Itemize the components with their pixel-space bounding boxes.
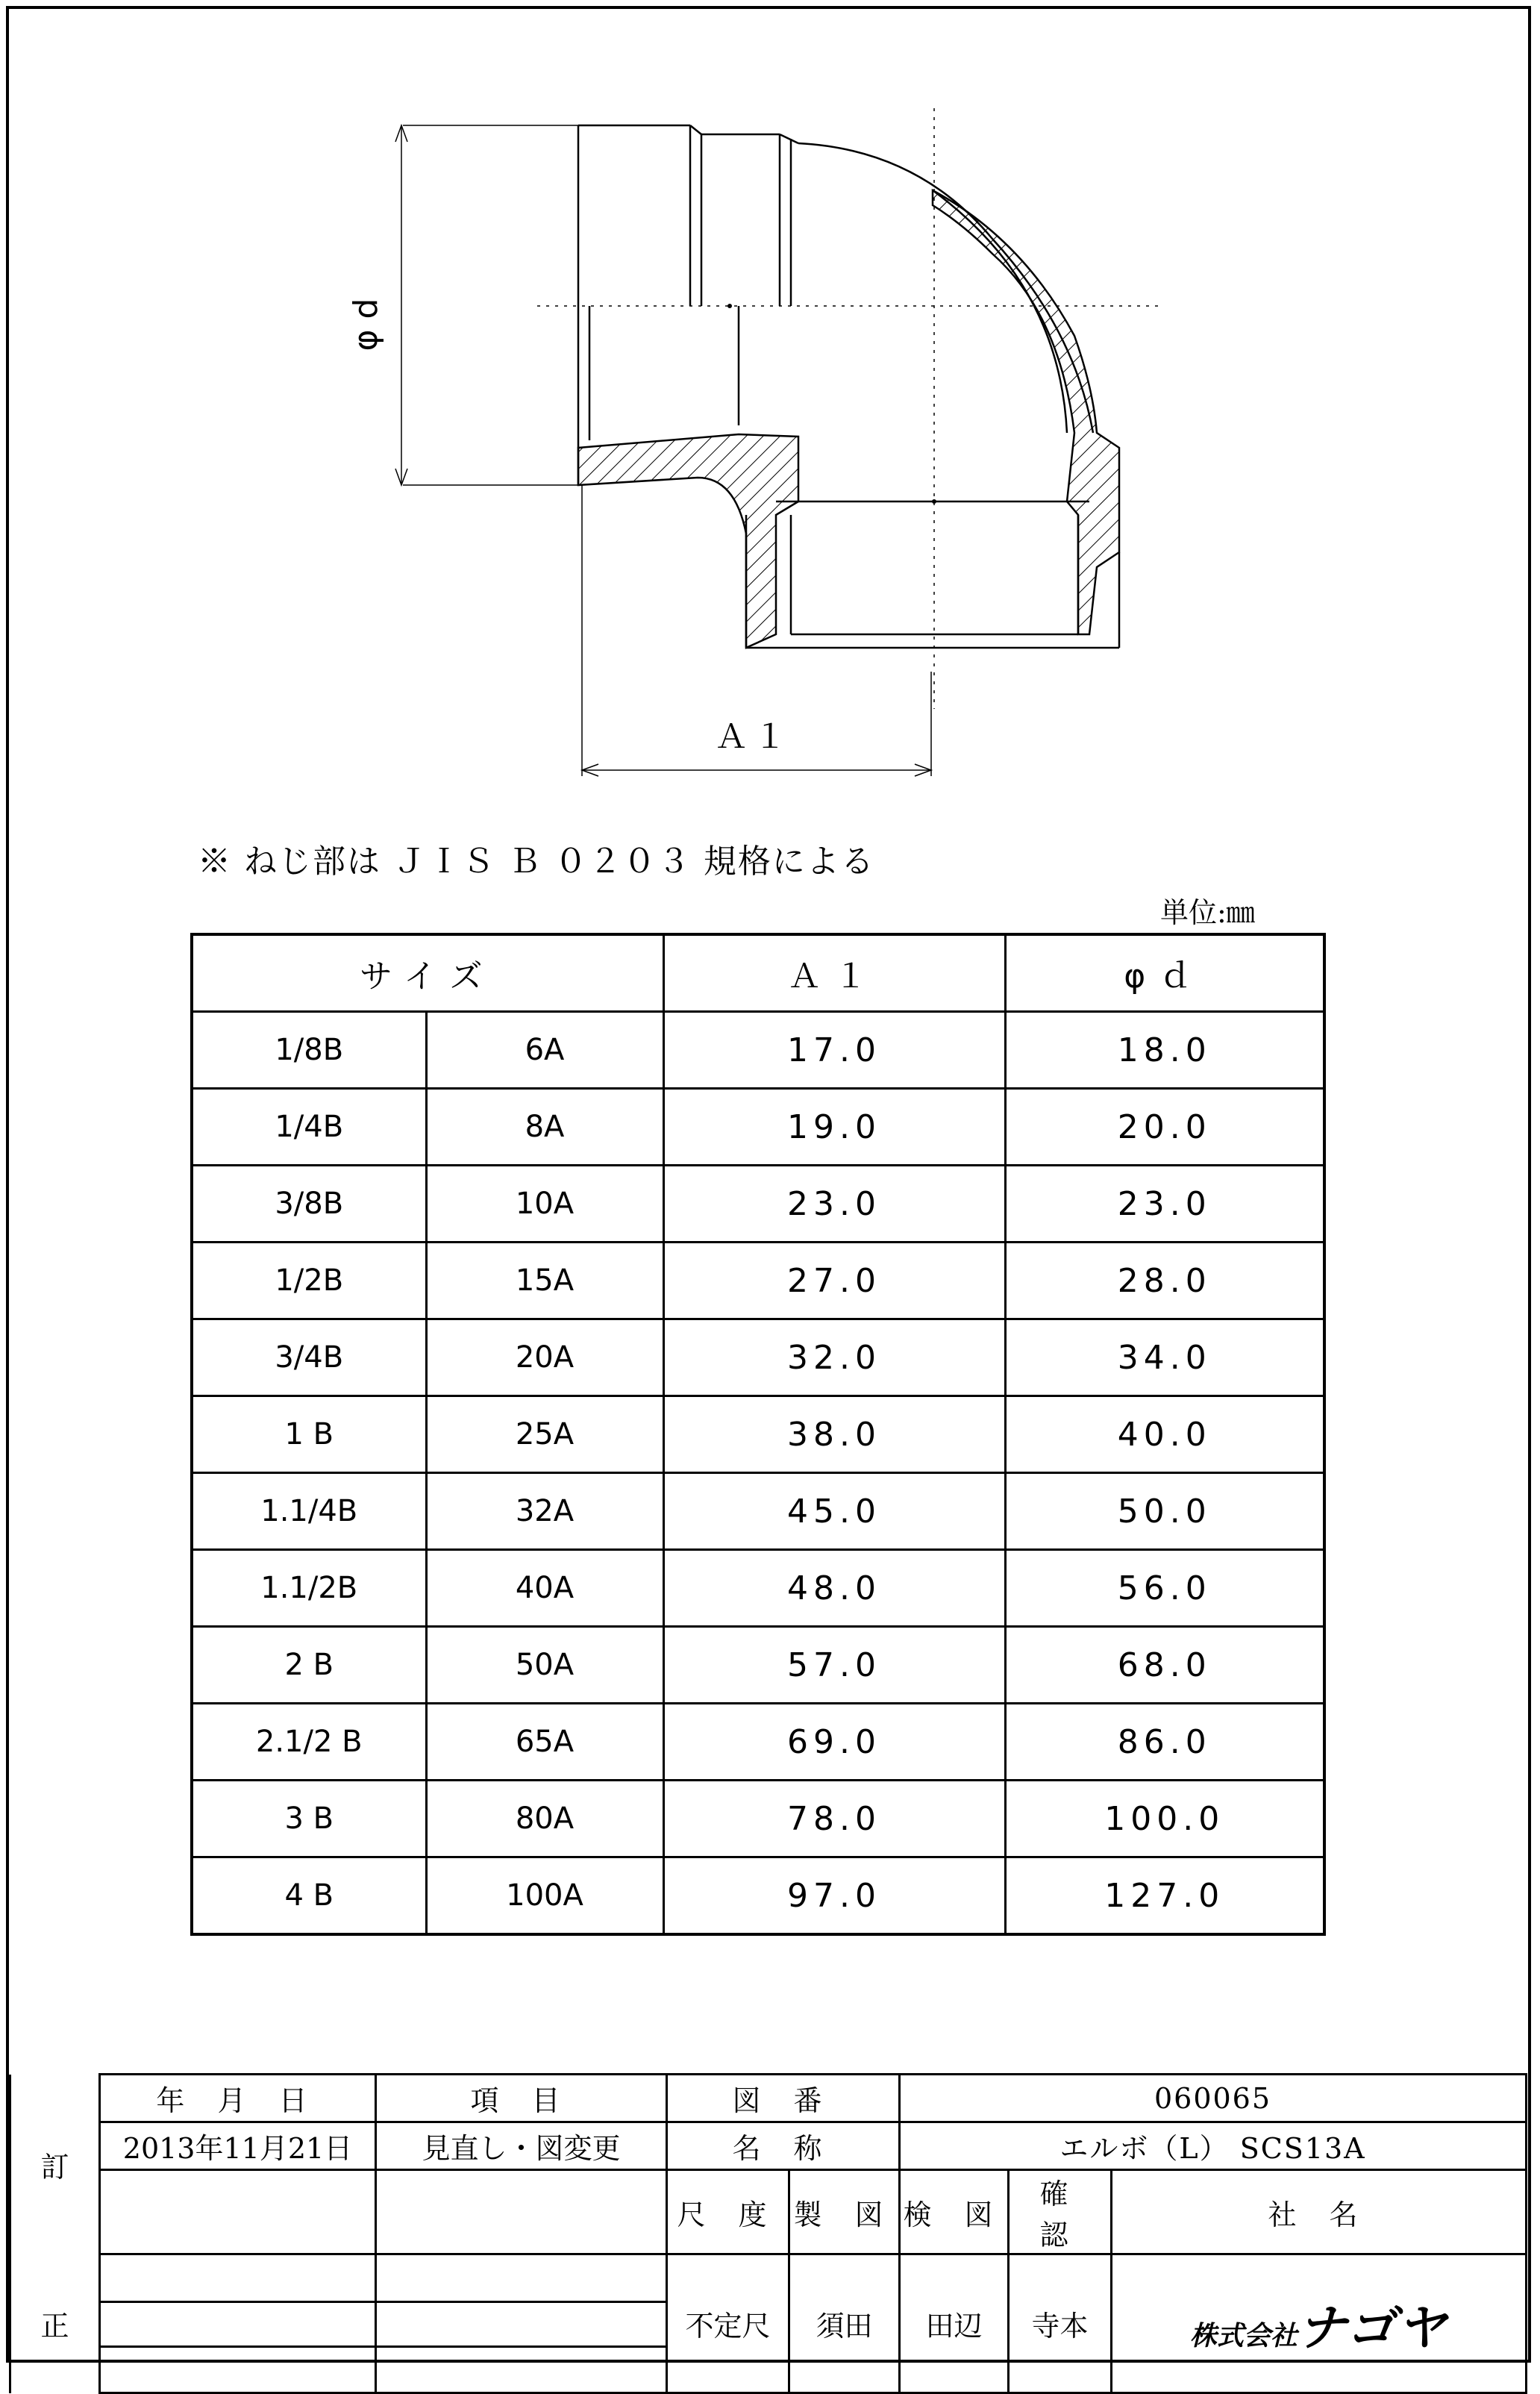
size-b-cell: 4 B [192, 1857, 426, 1935]
hatched-wall-left [578, 434, 798, 648]
d-cell: 20.0 [1005, 1089, 1324, 1166]
size-b-cell: 3 B [192, 1781, 426, 1857]
a1-cell: 45.0 [663, 1473, 1005, 1550]
header-a1: Ａ１ [663, 934, 1005, 1012]
d-cell: 86.0 [1005, 1704, 1324, 1781]
a1-cell: 27.0 [663, 1243, 1005, 1319]
size-b-cell: 1.1/2B [192, 1550, 426, 1627]
a1-cell: 19.0 [663, 1089, 1005, 1166]
size-b-cell: 1.1/4B [192, 1473, 426, 1550]
a1-label: Ａ１ [715, 718, 792, 756]
size-a-cell: 32A [426, 1473, 663, 1550]
header-d: φｄ [1005, 934, 1324, 1012]
company-label: 社 名 [1112, 2170, 1527, 2254]
revision-date: 2013年11月21日 [100, 2122, 376, 2170]
size-b-cell: 1/2B [192, 1243, 426, 1319]
revision-label-1: 訂 [10, 2075, 100, 2254]
a1-cell: 57.0 [663, 1627, 1005, 1704]
title-block [9, 2073, 1527, 2394]
size-b-cell: 1/8B [192, 1012, 426, 1089]
company-prefix: 株式会社 [1189, 2320, 1298, 2351]
checked-by: 田辺 [900, 2254, 1009, 2393]
a1-cell: 69.0 [663, 1704, 1005, 1781]
unit-label: 単位:㎜ [1160, 896, 1255, 929]
a1-cell: 48.0 [663, 1550, 1005, 1627]
table-row [192, 1857, 1324, 1935]
revision-item: 見直し・図変更 [376, 2122, 667, 2170]
company-logo [1112, 2254, 1527, 2393]
size-b-cell: 3/4B [192, 1319, 426, 1396]
table-row [192, 1473, 1324, 1550]
size-b-cell: 1 B [192, 1396, 426, 1473]
table-row [192, 1781, 1324, 1857]
size-table [190, 933, 1326, 1936]
size-b-cell: 2.1/2 B [192, 1704, 426, 1781]
revision-label-2: 正 [10, 2254, 100, 2393]
d-cell: 100.0 [1005, 1781, 1324, 1857]
size-b-cell: 3/8B [192, 1166, 426, 1243]
approved-label: 確 認 [1009, 2170, 1112, 2254]
hatched-wall-right [933, 190, 1119, 634]
name-label: 名 称 [667, 2122, 900, 2170]
company-name: ナゴヤ [1297, 2298, 1448, 2357]
d-cell: 40.0 [1005, 1396, 1324, 1473]
a1-cell: 78.0 [663, 1781, 1005, 1857]
d-cell: 18.0 [1005, 1012, 1324, 1089]
a1-cell: 32.0 [663, 1319, 1005, 1396]
part-name: エルボ（L） SCS13A [900, 2122, 1527, 2170]
d-cell: 28.0 [1005, 1243, 1324, 1319]
d-cell: 23.0 [1005, 1166, 1324, 1243]
size-b-cell: 2 B [192, 1627, 426, 1704]
table-row [192, 1627, 1324, 1704]
size-a-cell: 80A [426, 1781, 663, 1857]
size-a-cell: 6A [426, 1012, 663, 1089]
a1-cell: 23.0 [663, 1166, 1005, 1243]
table-row [192, 1089, 1324, 1166]
a1-cell: 17.0 [663, 1012, 1005, 1089]
header-size: サイズ [192, 934, 663, 1012]
size-a-cell: 15A [426, 1243, 663, 1319]
size-a-cell: 65A [426, 1704, 663, 1781]
a1-cell: 97.0 [663, 1857, 1005, 1935]
drawing-no-label: 図 番 [667, 2075, 900, 2122]
elbow-drawing [0, 0, 1540, 806]
table-row [192, 1243, 1324, 1319]
table-row [192, 1319, 1324, 1396]
size-b-cell: 1/4B [192, 1089, 426, 1166]
drawing-no: 060065 [900, 2075, 1527, 2122]
a1-cell: 38.0 [663, 1396, 1005, 1473]
table-row [192, 1550, 1324, 1627]
drawn-label: 製 図 [789, 2170, 900, 2254]
size-a-cell: 8A [426, 1089, 663, 1166]
checked-label: 検 図 [900, 2170, 1009, 2254]
d-cell: 50.0 [1005, 1473, 1324, 1550]
scale-value: 不定尺 [667, 2254, 789, 2393]
col-date-header: 年 月 日 [100, 2075, 376, 2122]
d-cell: 56.0 [1005, 1550, 1324, 1627]
table-row [192, 1704, 1324, 1781]
size-a-cell: 10A [426, 1166, 663, 1243]
size-a-cell: 100A [426, 1857, 663, 1935]
scale-label: 尺 度 [667, 2170, 789, 2254]
approved-by: 寺本 [1009, 2254, 1112, 2393]
d-cell: 127.0 [1005, 1857, 1324, 1935]
table-row [192, 1166, 1324, 1243]
drawn-by: 須田 [789, 2254, 900, 2393]
table-row [192, 1396, 1324, 1473]
d-cell: 34.0 [1005, 1319, 1324, 1396]
diameter-label: φ d [347, 298, 385, 351]
table-row [192, 1012, 1324, 1089]
d-cell: 68.0 [1005, 1627, 1324, 1704]
size-a-cell: 20A [426, 1319, 663, 1396]
size-a-cell: 50A [426, 1627, 663, 1704]
size-a-cell: 25A [426, 1396, 663, 1473]
table-header-row [192, 934, 1324, 1012]
size-a-cell: 40A [426, 1550, 663, 1627]
thread-standard-note: ※ ねじ部は ＪＩＳ Ｂ ０２０３ 規格による [198, 843, 875, 881]
col-item-header: 項 目 [376, 2075, 667, 2122]
